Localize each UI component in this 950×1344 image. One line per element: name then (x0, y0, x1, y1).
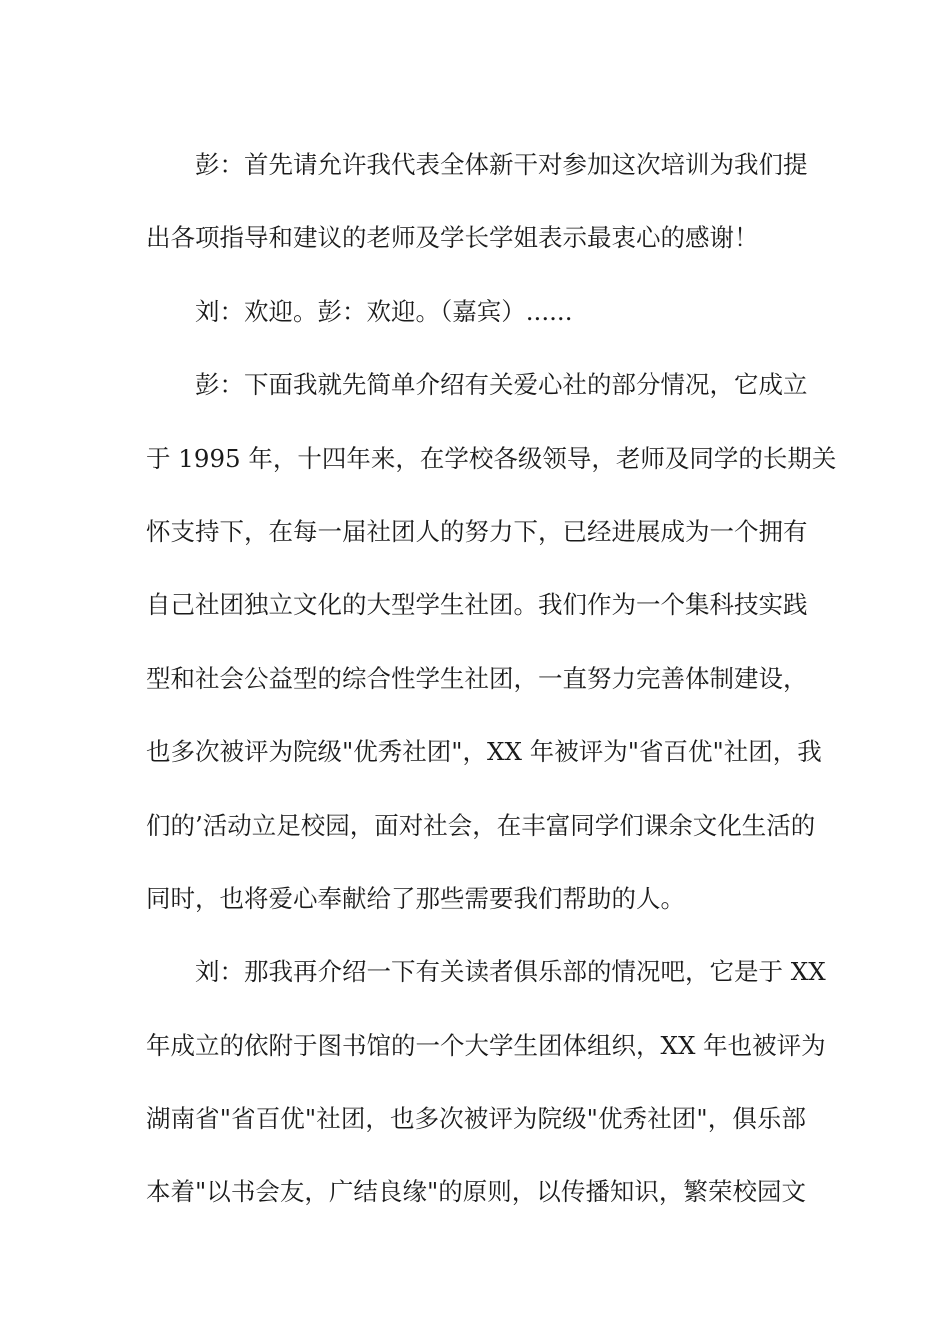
text-line: 刘：欢迎。彭：欢迎。（嘉宾）...... (195, 296, 573, 326)
text-line: 彭：首先请允许我代表全体新干对参加这次培训为我们提 (195, 150, 808, 179)
text-line: 年成立的依附于图书馆的一个大学生团体组织，XX 年也被评为 (146, 1030, 826, 1060)
text-line: 自己社团独立文化的大型学生社团。我们作为一个集科技实践 (146, 590, 808, 620)
text-line: 型和社会公益型的综合性学生社团，一直努力完善体制建设， (146, 663, 808, 693)
text-line: 出各项指导和建议的老师及学长学姐表示最衷心的感谢！ (146, 223, 759, 253)
document-body (146, 128, 837, 1229)
text-line: 同时，也将爱心奉献给了那些需要我们帮助的人。 (146, 883, 685, 913)
text-line: 怀支持下，在每一届社团人的努力下，已经进展成为一个拥有 (146, 516, 808, 546)
text-line: 彭：下面我就先简单介绍有关爱心社的部分情况，它成立 (195, 370, 808, 400)
text-line: 也多次被评为院级"优秀社团"，XX 年被评为"省百优"社团，我 (146, 737, 822, 767)
text-line: 本着"以书会友，广结良缘"的原则，以传播知识，繁荣校园文 (146, 1177, 806, 1207)
text-line: 刘：那我再介绍一下有关读者俱乐部的情况吧，它是于 XX (195, 957, 826, 987)
text-line: 们的’活动立足校园，面对社会，在丰富同学们课余文化生活的 (146, 810, 816, 840)
text-line: 湖南省"省百优"社团，也多次被评为院级"优秀社团"，俱乐部 (146, 1104, 806, 1134)
text-line: 于 1995 年，十四年来，在学校各级领导，老师及同学的长期关 (146, 443, 837, 473)
